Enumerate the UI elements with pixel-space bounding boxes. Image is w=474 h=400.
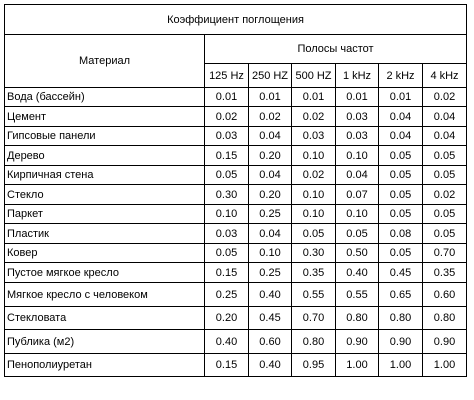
coefficient-cell: 0.70 <box>423 244 467 263</box>
coefficient-cell: 0.20 <box>249 185 292 205</box>
coefficient-cell: 1.00 <box>379 354 423 377</box>
coefficient-cell: 0.25 <box>249 205 292 224</box>
coefficient-cell: 0.05 <box>292 224 336 244</box>
frequency-header: 500 HZ <box>292 64 336 88</box>
coefficient-cell: 0.05 <box>379 166 423 185</box>
title-row <box>5 5 467 35</box>
coefficient-cell: 0.02 <box>423 185 467 205</box>
coefficient-cell: 0.05 <box>423 224 467 244</box>
coefficient-cell: 0.50 <box>336 244 379 263</box>
material-cell: Цемент <box>5 107 205 127</box>
coefficient-cell: 0.10 <box>292 185 336 205</box>
coefficient-cell: 0.04 <box>336 166 379 185</box>
material-cell: Пластик <box>5 224 205 244</box>
material-cell: Кирпичная стена <box>5 166 205 185</box>
coefficient-cell: 0.10 <box>292 205 336 224</box>
coefficient-cell: 0.02 <box>292 107 336 127</box>
coefficient-cell: 0.03 <box>336 107 379 127</box>
table-row <box>5 88 467 107</box>
header-row <box>5 35 467 64</box>
coefficient-cell: 0.25 <box>205 283 249 307</box>
frequency-header: 4 kHz <box>423 64 467 88</box>
coefficient-cell: 0.02 <box>205 107 249 127</box>
coefficient-cell: 0.15 <box>205 354 249 377</box>
coefficient-cell: 0.10 <box>292 146 336 166</box>
table-row <box>5 166 467 185</box>
coefficient-cell: 0.04 <box>249 224 292 244</box>
material-cell: Паркет <box>5 205 205 224</box>
coefficient-cell: 0.05 <box>423 205 467 224</box>
coefficient-cell: 0.60 <box>423 283 467 307</box>
material-cell: Публика (м2) <box>5 330 205 354</box>
coefficient-cell: 0.05 <box>379 205 423 224</box>
coefficient-cell: 0.20 <box>205 307 249 330</box>
coefficient-cell: 0.04 <box>423 107 467 127</box>
absorption-table <box>4 4 467 377</box>
table-row <box>5 185 467 205</box>
coefficient-cell: 0.40 <box>336 263 379 283</box>
table-row <box>5 224 467 244</box>
coefficient-cell: 0.02 <box>249 107 292 127</box>
material-cell: Стекловата <box>5 307 205 330</box>
coefficient-cell: 0.04 <box>249 127 292 146</box>
coefficient-cell: 0.04 <box>379 107 423 127</box>
coefficient-cell: 0.10 <box>205 205 249 224</box>
coefficient-cell: 0.03 <box>336 127 379 146</box>
coefficient-cell: 0.90 <box>423 330 467 354</box>
table-row <box>5 330 467 354</box>
coefficient-cell: 0.10 <box>249 244 292 263</box>
material-cell: Дерево <box>5 146 205 166</box>
table-row <box>5 107 467 127</box>
coefficient-cell: 0.04 <box>249 166 292 185</box>
material-cell: Пенополиуретан <box>5 354 205 377</box>
coefficient-cell: 0.03 <box>205 127 249 146</box>
frequency-header: 250 HZ <box>249 64 292 88</box>
coefficient-cell: 0.15 <box>205 146 249 166</box>
material-cell: Мягкое кресло с человеком <box>5 283 205 307</box>
coefficient-cell: 0.35 <box>423 263 467 283</box>
coefficient-cell: 0.80 <box>423 307 467 330</box>
coefficient-cell: 0.05 <box>379 185 423 205</box>
coefficient-cell: 0.70 <box>292 307 336 330</box>
coefficient-cell: 0.01 <box>205 88 249 107</box>
coefficient-cell: 0.20 <box>249 146 292 166</box>
coefficient-cell: 0.02 <box>423 88 467 107</box>
coefficient-cell: 0.45 <box>249 307 292 330</box>
coefficient-cell: 0.80 <box>379 307 423 330</box>
coefficient-cell: 0.25 <box>249 263 292 283</box>
table-row <box>5 244 467 263</box>
coefficient-cell: 0.80 <box>292 330 336 354</box>
coefficient-cell: 0.01 <box>292 88 336 107</box>
coefficient-cell: 0.60 <box>249 330 292 354</box>
coefficient-cell: 1.00 <box>336 354 379 377</box>
coefficient-cell: 0.05 <box>205 166 249 185</box>
coefficient-cell: 1.00 <box>423 354 467 377</box>
frequency-header: 2 kHz <box>379 64 423 88</box>
coefficient-cell: 0.40 <box>205 330 249 354</box>
coefficient-cell: 0.03 <box>292 127 336 146</box>
coefficient-cell: 0.40 <box>249 354 292 377</box>
coefficient-cell: 0.02 <box>292 166 336 185</box>
table-row <box>5 283 467 307</box>
coefficient-cell: 0.05 <box>423 146 467 166</box>
table-title: Коэффициент поглощения <box>5 5 467 35</box>
coefficient-cell: 0.07 <box>336 185 379 205</box>
coefficient-cell: 0.05 <box>379 244 423 263</box>
coefficient-cell: 0.05 <box>423 166 467 185</box>
coefficient-cell: 0.01 <box>336 88 379 107</box>
coefficient-cell: 0.03 <box>205 224 249 244</box>
coefficient-cell: 0.05 <box>336 224 379 244</box>
coefficient-cell: 0.01 <box>379 88 423 107</box>
table-row <box>5 263 467 283</box>
coefficient-cell: 0.95 <box>292 354 336 377</box>
table-row <box>5 307 467 330</box>
coefficient-cell: 0.04 <box>423 127 467 146</box>
coefficient-cell: 0.15 <box>205 263 249 283</box>
coefficient-cell: 0.90 <box>379 330 423 354</box>
coefficient-cell: 0.05 <box>205 244 249 263</box>
coefficient-cell: 0.80 <box>336 307 379 330</box>
material-cell: Пустое мягкое кресло <box>5 263 205 283</box>
material-cell: Вода (бассейн) <box>5 88 205 107</box>
coefficient-cell: 0.10 <box>336 205 379 224</box>
material-cell: Стекло <box>5 185 205 205</box>
material-cell: Ковер <box>5 244 205 263</box>
coefficient-cell: 0.65 <box>379 283 423 307</box>
table-row <box>5 205 467 224</box>
coefficient-cell: 0.40 <box>249 283 292 307</box>
frequency-header: 125 Hz <box>205 64 249 88</box>
coefficient-cell: 0.08 <box>379 224 423 244</box>
coefficient-cell: 0.30 <box>292 244 336 263</box>
coefficient-cell: 0.05 <box>379 146 423 166</box>
material-header: Материал <box>5 35 205 88</box>
coefficient-cell: 0.04 <box>379 127 423 146</box>
frequency-band-header: Полосы частот <box>205 35 467 64</box>
coefficient-cell: 0.45 <box>379 263 423 283</box>
coefficient-cell: 0.35 <box>292 263 336 283</box>
coefficient-cell: 0.90 <box>336 330 379 354</box>
material-cell: Гипсовые панели <box>5 127 205 146</box>
coefficient-cell: 0.01 <box>249 88 292 107</box>
coefficient-cell: 0.30 <box>205 185 249 205</box>
frequency-header: 1 kHz <box>336 64 379 88</box>
table-row <box>5 127 467 146</box>
coefficient-cell: 0.55 <box>292 283 336 307</box>
table-row <box>5 146 467 166</box>
coefficient-cell: 0.10 <box>336 146 379 166</box>
table-row <box>5 354 467 377</box>
coefficient-cell: 0.55 <box>336 283 379 307</box>
